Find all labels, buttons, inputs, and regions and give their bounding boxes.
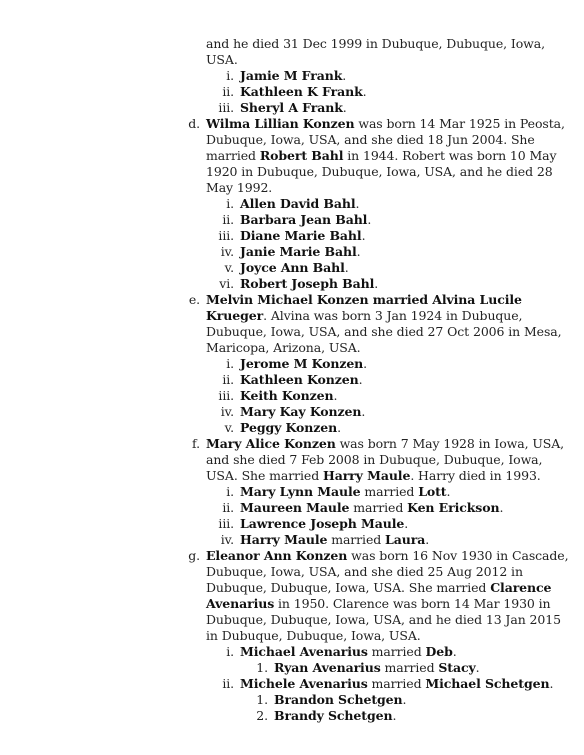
- list-item: [0, 644, 584, 660]
- punctuation: .: [342, 68, 347, 83]
- entry-text: May 1992.: [206, 180, 273, 195]
- person-name: Joyce Ann Bahl: [240, 260, 345, 275]
- list-item: [0, 708, 584, 724]
- list-item: [0, 212, 584, 228]
- list-number: iv.: [220, 404, 234, 419]
- punctuation: .: [363, 356, 368, 371]
- person-name: Melvin Michael Konzen married Alvina Lucile: [206, 292, 522, 307]
- entry-f: [0, 436, 584, 452]
- list-item: [0, 356, 584, 372]
- punctuation: .: [402, 692, 407, 707]
- text-line: [206, 164, 553, 180]
- person-name: Janie Marie Bahl: [240, 244, 357, 259]
- entry-text: USA. She married: [206, 468, 323, 483]
- person-name: Kathleen K Frank: [240, 84, 363, 99]
- person-name: Brandy Schetgen: [274, 708, 393, 723]
- text-line: [206, 452, 542, 468]
- list-item: [0, 244, 584, 260]
- person-name: Eleanor Ann Konzen: [206, 548, 348, 563]
- text-line: [206, 580, 551, 596]
- list-item: [0, 660, 584, 676]
- person-name: Krueger: [206, 308, 264, 323]
- spouse-name: Laura: [385, 532, 426, 547]
- entry-text: Dubuque, Dubuque, Iowa, USA. She married: [206, 580, 491, 595]
- entry-g: [0, 548, 584, 564]
- text-line: [206, 180, 272, 196]
- spouse-name: Michael Schetgen: [425, 676, 550, 691]
- list-item: [0, 420, 584, 436]
- list-number: iii.: [218, 516, 234, 531]
- person-name: Peggy Konzen: [240, 420, 338, 435]
- entry-text: married: [206, 148, 260, 163]
- punctuation: .: [425, 532, 430, 547]
- text-line: [206, 324, 562, 340]
- person-name: Robert Bahl: [259, 148, 344, 163]
- person-name: Harry Maule: [240, 532, 328, 547]
- list-item: [0, 404, 584, 420]
- person-name: Keith Konzen: [240, 388, 334, 403]
- person-name: Ryan Avenarius: [274, 660, 381, 675]
- text-line: [206, 36, 545, 52]
- entry-letter: g.: [188, 548, 200, 563]
- list-number: iii.: [218, 228, 234, 243]
- list-number: iii.: [218, 388, 234, 403]
- list-item: [0, 500, 584, 516]
- list-number: ii.: [222, 372, 234, 387]
- list-item: [0, 388, 584, 404]
- punctuation: .: [499, 500, 504, 515]
- text-line: [206, 308, 522, 324]
- entry-text: Dubuque, Dubuque, Iowa, USA, and he died 13 Jan 2015: [206, 612, 561, 627]
- text-line-content: USA.: [206, 52, 238, 67]
- text-line: [206, 628, 421, 644]
- list-number: ii.: [222, 84, 234, 99]
- punctuation: .: [358, 372, 363, 387]
- list-number: iii.: [218, 100, 234, 115]
- entry-text: married: [349, 500, 408, 515]
- entry-text: in 1950. Clarence was born 14 Mar 1930 in: [274, 596, 551, 611]
- person-name: Avenarius: [206, 596, 275, 611]
- list-item: [0, 676, 584, 692]
- punctuation: .: [361, 404, 366, 419]
- list-number: i.: [226, 644, 234, 659]
- punctuation: .: [337, 420, 341, 435]
- entry-text: was born 14 Mar 1925 in Peosta,: [354, 116, 565, 131]
- list-number: 2.: [256, 708, 268, 723]
- list-number: 1.: [256, 692, 268, 707]
- entry-text: married: [367, 644, 426, 659]
- list-number: ii.: [222, 676, 234, 691]
- punctuation: .: [362, 84, 367, 99]
- entry-letter: f.: [192, 436, 200, 451]
- spouse-name: Lott: [418, 484, 447, 499]
- person-name: Sheryl A Frank: [240, 100, 343, 115]
- text-line: [206, 596, 551, 612]
- list-number: iv.: [220, 244, 234, 259]
- punctuation: .: [356, 244, 361, 259]
- list-number: i.: [226, 484, 234, 499]
- list-number: i.: [226, 356, 234, 371]
- list-number: iv.: [220, 532, 234, 547]
- person-name: Michele Avenarius: [240, 676, 368, 691]
- entry-text: 1920 in Dubuque, Dubuque, Iowa, USA, and he died 28: [206, 164, 553, 179]
- person-name: Kathleen Konzen: [240, 372, 359, 387]
- entry-text: was born 7 May 1928 in Iowa, USA,: [335, 436, 565, 451]
- list-item: [0, 68, 584, 84]
- list-item: [0, 532, 584, 548]
- punctuation: .: [475, 660, 480, 675]
- person-name: Clarence: [490, 580, 552, 595]
- punctuation: .: [361, 228, 366, 243]
- list-item: [0, 516, 584, 532]
- entry-text: was born 16 Nov 1930 in Cascade,: [347, 548, 569, 563]
- punctuation: .: [374, 276, 379, 291]
- person-name: Robert Joseph Bahl: [240, 276, 375, 291]
- punctuation: .: [344, 260, 349, 275]
- entry-d: [0, 116, 584, 132]
- spouse-name: Ken Erickson: [407, 500, 500, 515]
- list-number: vi.: [219, 276, 234, 291]
- punctuation: .: [404, 516, 409, 531]
- text-line: [206, 132, 535, 148]
- list-item: [0, 692, 584, 708]
- text-line: [206, 564, 523, 580]
- text-line: [206, 612, 561, 628]
- entry-text: in 1944. Robert was born 10 May: [343, 148, 557, 163]
- punctuation: .: [355, 196, 360, 211]
- entry-text: Dubuque, Iowa, USA, and she died 27 Oct 2006 in Mesa,: [206, 324, 562, 339]
- entry-letter: e.: [188, 292, 200, 307]
- list-number: ii.: [222, 500, 234, 515]
- person-name: Jerome M Konzen: [240, 356, 364, 371]
- punctuation: .: [333, 388, 338, 403]
- entry-letter: d.: [188, 116, 200, 131]
- list-item: [0, 484, 584, 500]
- list-item: [0, 84, 584, 100]
- punctuation: .: [342, 100, 347, 115]
- entry-text: in Dubuque, Dubuque, Iowa, USA.: [206, 628, 421, 643]
- entry-text: and she died 7 Feb 2008 in Dubuque, Dubuque, Iowa,: [206, 452, 543, 467]
- spouse-name: Stacy: [438, 660, 476, 675]
- person-name: Brandon Schetgen: [274, 692, 403, 707]
- person-name: Michael Avenarius: [240, 644, 368, 659]
- entry-text: married: [380, 660, 439, 675]
- list-item: [0, 228, 584, 244]
- list-number: ii.: [222, 212, 234, 227]
- person-name: Maureen Maule: [240, 500, 350, 515]
- text-line: [206, 340, 361, 356]
- list-number: v.: [224, 260, 234, 275]
- person-name: Jamie M Frank: [240, 68, 343, 83]
- entry-text: married: [327, 532, 386, 547]
- entry-text: Dubuque, Iowa, USA, and she died 18 Jun 2004. She: [206, 132, 535, 147]
- person-name: Diane Marie Bahl: [240, 228, 362, 243]
- spouse-name: Deb: [425, 644, 453, 659]
- list-number: v.: [224, 420, 234, 435]
- text-line: [206, 52, 238, 68]
- person-name: Lawrence Joseph Maule: [240, 516, 405, 531]
- punctuation: .: [392, 708, 397, 723]
- list-item: [0, 100, 584, 116]
- entry-text: Maricopa, Arizona, USA.: [206, 340, 361, 355]
- list-item: [0, 196, 584, 212]
- entry-e: [0, 292, 584, 308]
- entry-text: Dubuque, Iowa, USA, and she died 25 Aug 2012 in: [206, 564, 523, 579]
- list-number: i.: [226, 196, 234, 211]
- text-line: [206, 148, 557, 164]
- text-line: [206, 468, 541, 484]
- punctuation: .: [367, 212, 372, 227]
- punctuation: .: [549, 676, 554, 691]
- person-name: Barbara Jean Bahl: [240, 212, 368, 227]
- list-item: [0, 276, 584, 292]
- entry-text: . Harry died in 1993.: [410, 468, 541, 483]
- person-name: Harry Maule: [322, 468, 411, 483]
- person-name: Wilma Lillian Konzen: [206, 116, 355, 131]
- list-number: 1.: [256, 660, 268, 675]
- person-name: Mary Alice Konzen: [206, 436, 336, 451]
- list-item: [0, 372, 584, 388]
- punctuation: .: [446, 484, 451, 499]
- person-name: Mary Lynn Maule: [240, 484, 361, 499]
- list-number: i.: [226, 68, 234, 83]
- punctuation: .: [452, 644, 457, 659]
- list-item: [0, 260, 584, 276]
- entry-text: married: [360, 484, 419, 499]
- entry-text: married: [367, 676, 426, 691]
- entry-text: . Alvina was born 3 Jan 1924 in Dubuque,: [263, 308, 523, 323]
- text-line-content: and he died 31 Dec 1999 in Dubuque, Dubuque, Iowa,: [206, 36, 545, 51]
- person-name: Allen David Bahl: [240, 196, 356, 211]
- person-name: Mary Kay Konzen: [240, 404, 362, 419]
